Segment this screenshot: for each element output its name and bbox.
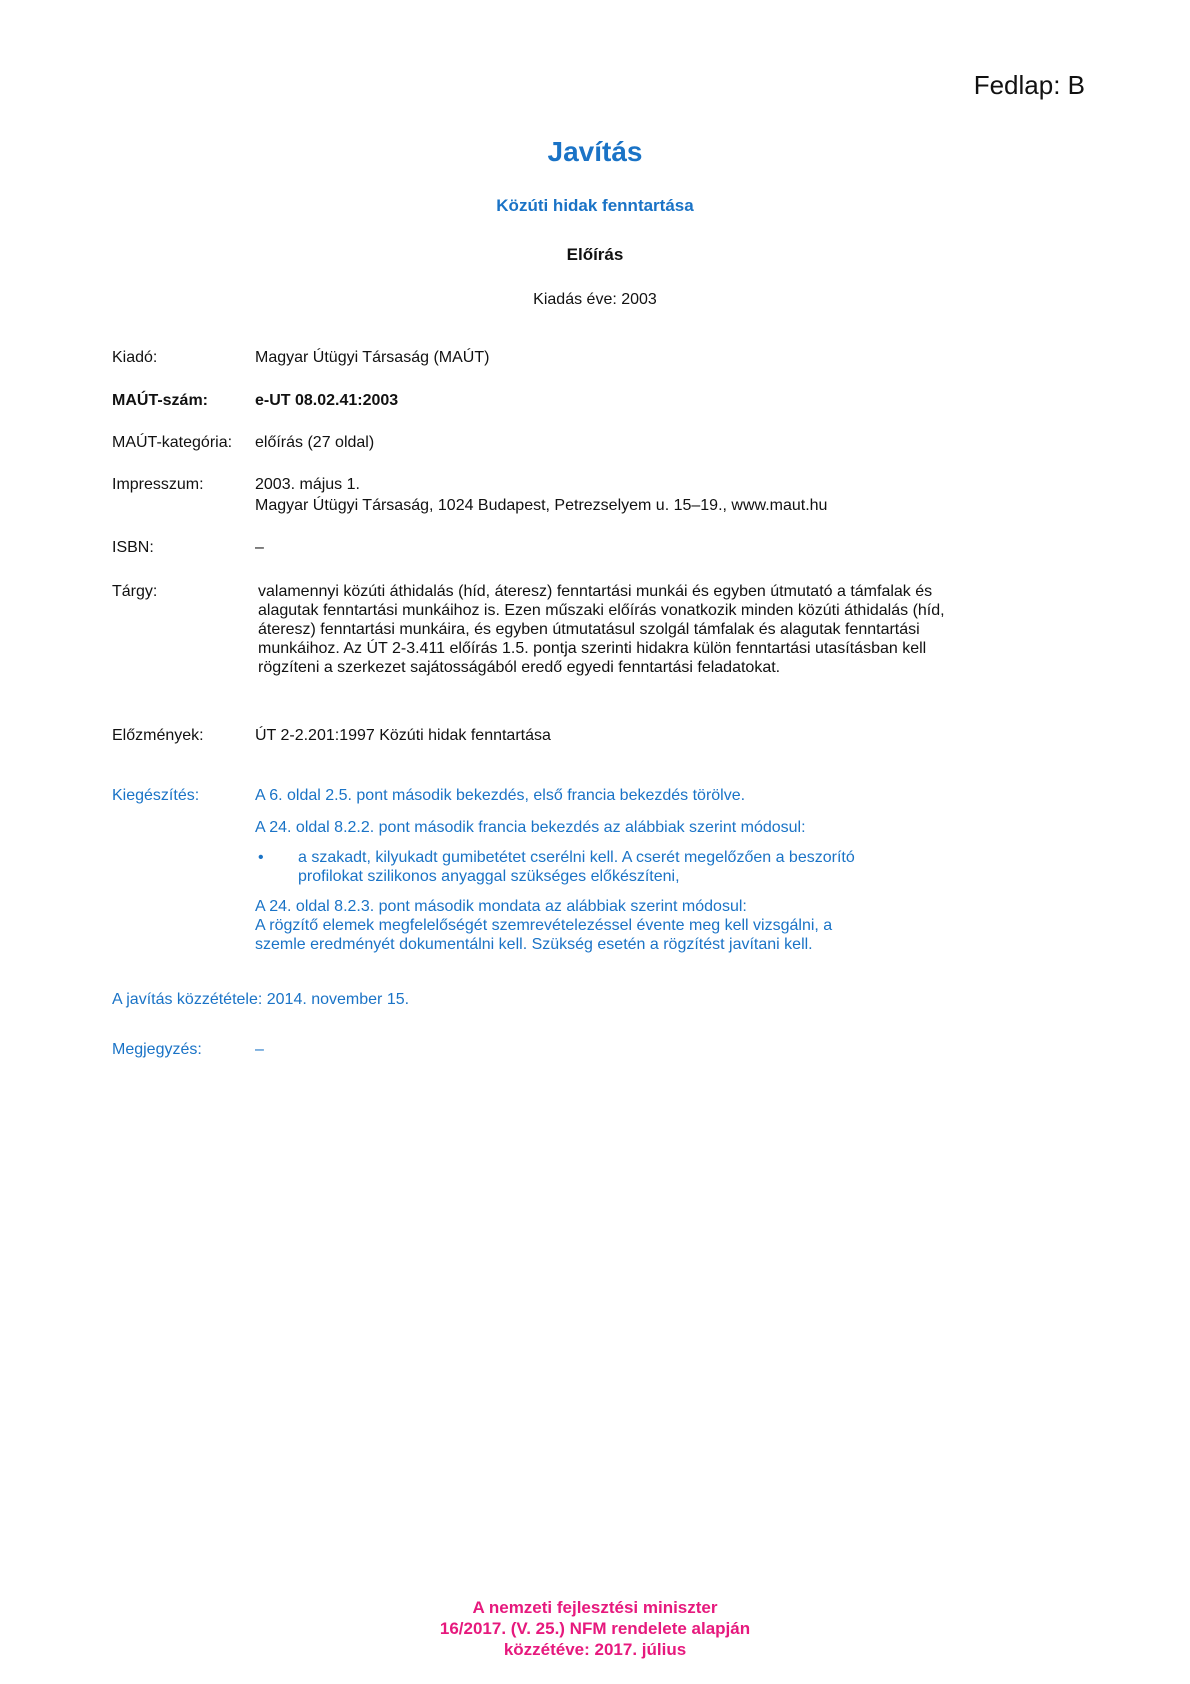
- isbn-label: ISBN:: [112, 539, 154, 556]
- publication-footer: [0, 1597, 1190, 1660]
- bullet-line-1: a szakadt, kilyukadt gumibetétet cserélni kell. A cserét megelőzően a beszorító: [298, 849, 855, 866]
- imprint-label: Impresszum:: [112, 476, 204, 493]
- supplement-label: Kiegészítés:: [112, 787, 200, 804]
- document-type: Előírás: [566, 245, 624, 264]
- maut-number-label: MAÚT-szám:: [112, 392, 209, 409]
- supplement-item-3: [255, 897, 832, 954]
- bullet-icon: •: [258, 849, 264, 866]
- supplement-item-2: A 24. oldal 8.2.2. pont második francia bekezdés az alábbiak szerint módosul:: [255, 819, 806, 836]
- maut-category-value: előírás (27 oldal): [255, 434, 375, 451]
- note-value: –: [255, 1041, 264, 1058]
- imprint-date: 2003. május 1.: [255, 476, 360, 493]
- document-subtitle: Közúti hidak fenntartása: [496, 196, 694, 215]
- publisher-value: Magyar Útügyi Társaság (MAÚT): [255, 349, 490, 366]
- imprint-address: Magyar Útügyi Társaság, 1024 Budapest, Petrezselyem u. 15–19., www.maut.hu: [255, 497, 828, 514]
- supplement-item-3-line-1: A 24. oldal 8.2.3. pont második mondata az alábbiak szerint módosul:: [255, 898, 747, 915]
- subject-label: Tárgy:: [112, 583, 158, 600]
- publisher-label: Kiadó:: [112, 349, 158, 366]
- supplement-item-3-line-2: A rögzítő elemek megfelelőségét szemrevételezéssel évente meg kell vizsgálni, a: [255, 917, 833, 934]
- footer-line-3: közzétéve: 2017. július: [503, 1640, 687, 1659]
- precedents-value: ÚT 2-2.201:1997 Közúti hidak fenntartása: [255, 727, 551, 744]
- footer-line-1: A nemzeti fejlesztési miniszter: [472, 1598, 718, 1617]
- supplement-item-1: A 6. oldal 2.5. pont második bekezdés, első francia bekezdés törölve.: [255, 787, 746, 804]
- supplement-item-3-line-3: szemle eredményét dokumentálni kell. Szükség esetén a rögzítést javítani kell.: [255, 936, 813, 953]
- isbn-value: –: [255, 539, 264, 556]
- publication-year: Kiadás éve: 2003: [533, 291, 657, 308]
- bullet-line-2: profilokat szilikonos anyaggal szükséges előkészíteni,: [298, 868, 680, 885]
- maut-category-label: MAÚT-kategória:: [112, 434, 233, 451]
- cover-sheet-label: Fedlap: B: [973, 70, 1085, 100]
- maut-number-value: e-UT 08.02.41:2003: [255, 392, 399, 409]
- correction-publication-text: A javítás közzététele: 2014. november 15.: [112, 991, 410, 1008]
- page-title: Javítás: [547, 136, 643, 167]
- note-label: Megjegyzés:: [112, 1041, 202, 1058]
- footer-line-2: 16/2017. (V. 25.) NFM rendelete alapján: [439, 1619, 751, 1638]
- precedents-label: Előzmények:: [112, 727, 204, 744]
- subject-value: valamennyi közúti áthidalás (híd, áteresz) fenntartási munkái és egyben útmutató a támfalak és alagutak fenntartási munkáihoz is. Ezen műszaki előírás vonatkozik minden közúti áthidalás (híd, áteresz) fenntartási munkáira, és egyben útmutatásul szolgál támfalak és alagutak fenntartási munkáihoz. Az ÚT 2-3.411 előírás 1.5. pontja szerinti hidakra külön fenntartási utasításban kell rögzíteni a szerkezet sajátosságából eredő egyedi fenntartási feladatokat.: [258, 583, 945, 676]
